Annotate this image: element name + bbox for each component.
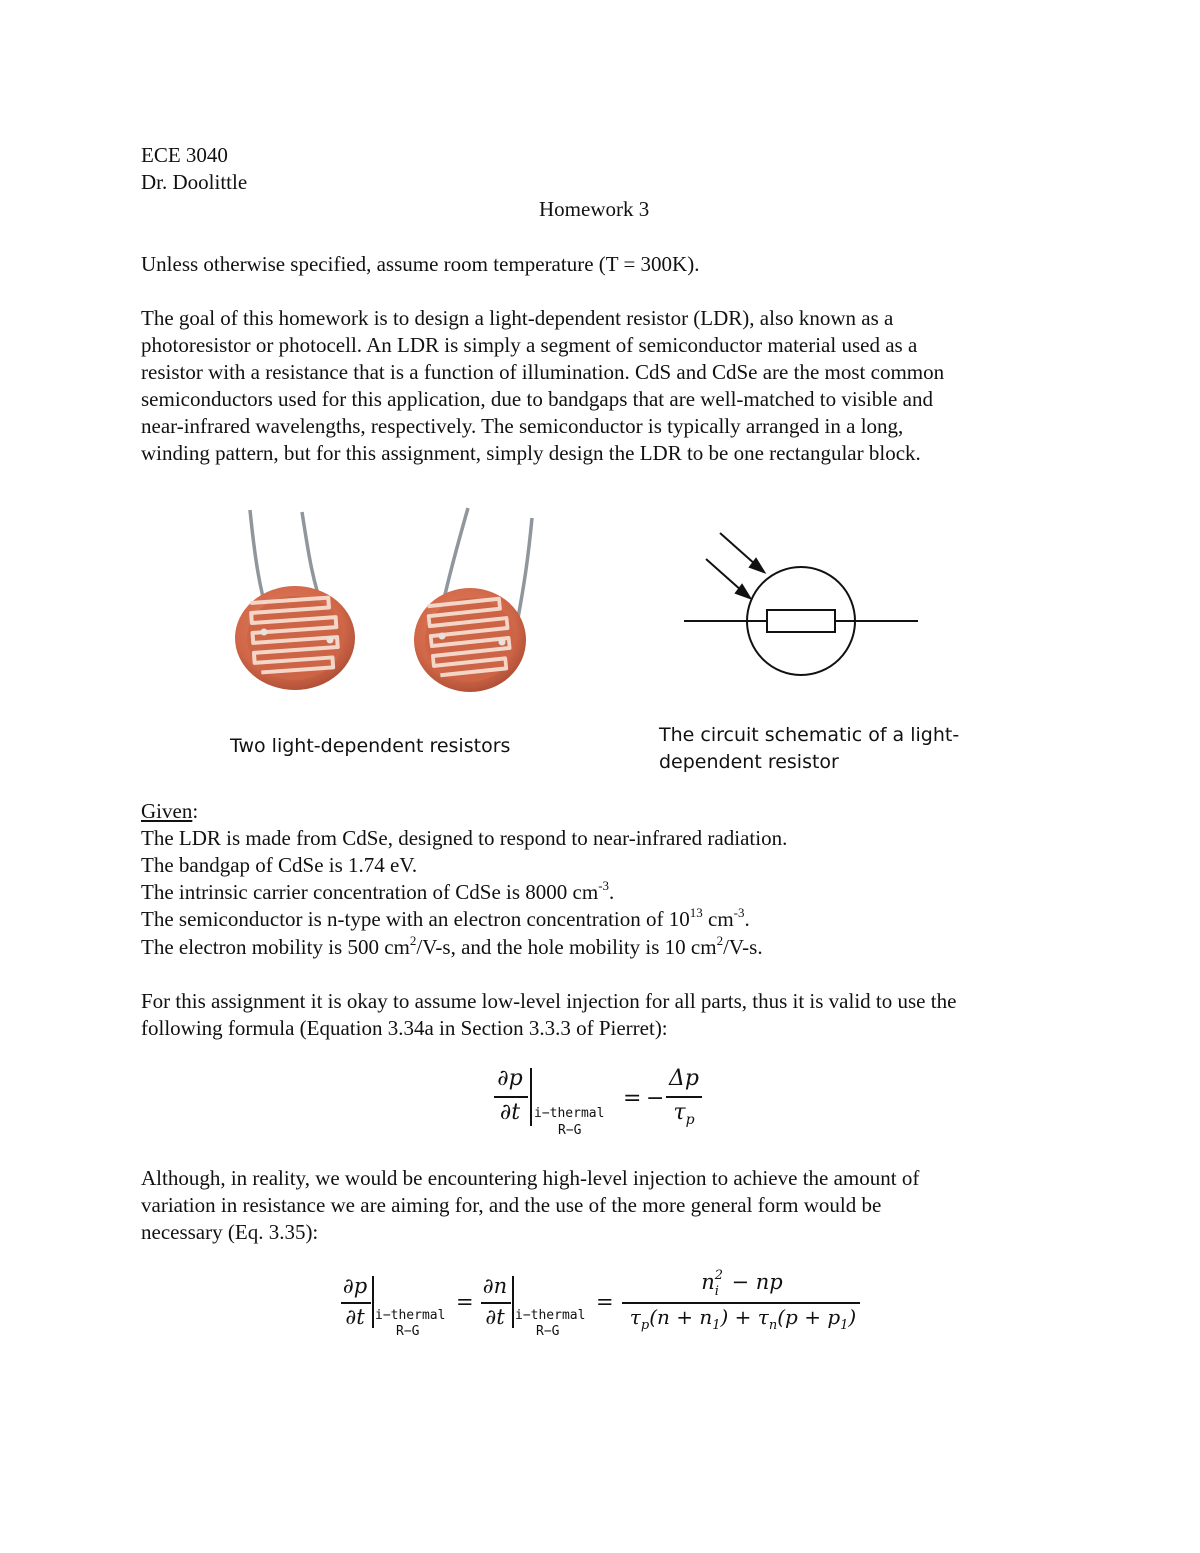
math-text: ) + τ xyxy=(720,1305,769,1329)
math-text: (p + p xyxy=(777,1305,841,1329)
eq2-bar2 xyxy=(481,1302,511,1304)
light-arrows-icon xyxy=(706,533,764,598)
superscript: -3 xyxy=(733,905,745,920)
eq2-sub1: i−thermal xyxy=(375,1308,446,1323)
n: n xyxy=(701,1270,715,1294)
photo-caption: Two light-dependent resistors xyxy=(230,735,511,757)
eq1-denominator: ∂t xyxy=(499,1100,521,1125)
math-text: (n + n xyxy=(649,1305,713,1329)
text: . xyxy=(744,907,750,931)
ldr-photo xyxy=(220,500,550,710)
text: cm xyxy=(702,907,734,931)
given-material: The LDR is made from CdSe, designed to respond to near-infrared radiation. xyxy=(141,826,788,850)
math-text: τ xyxy=(629,1305,641,1329)
equation-general-form xyxy=(338,1270,878,1350)
eq2-right-bar xyxy=(622,1302,860,1304)
eq2-num2: ∂n xyxy=(482,1274,508,1298)
eq2-bar1 xyxy=(341,1302,371,1304)
given-heading-text: Given xyxy=(141,799,193,823)
superscript: 2 xyxy=(716,933,724,948)
equation-low-level-injection xyxy=(490,1062,710,1142)
eq2-eval-bar1 xyxy=(372,1276,374,1328)
intro-line: photoresistor or photocell. An LDR is simply a segment of semiconductor material used as a xyxy=(141,333,918,357)
given-bandgap: The bandgap of CdSe is 1.74 eV. xyxy=(141,853,418,877)
eq1-equals: = xyxy=(623,1086,642,1111)
eq1-right-denominator xyxy=(664,1100,704,1128)
eq2-right-numerator xyxy=(622,1268,862,1299)
given-intrinsic-concentration xyxy=(141,879,614,906)
eq1-subscript: i−thermal xyxy=(534,1106,605,1121)
intro-line: The goal of this homework is to design a light-dependent resistor (LDR), also known as a xyxy=(141,306,894,330)
math-text: ) xyxy=(848,1305,857,1329)
math-subscript: 1 xyxy=(712,1318,721,1333)
eq2-eval-bar2 xyxy=(512,1276,514,1328)
text: The electron mobility is 500 cm xyxy=(141,935,410,959)
intro-line: resistor with a resistance that is a function of illumination. CdS and CdSe are the most common xyxy=(141,360,945,384)
eq1-right-fraction-bar xyxy=(666,1096,702,1098)
eq1-subscript-rg: R−G xyxy=(558,1123,582,1138)
ldr-right xyxy=(414,508,532,692)
text: The intrinsic carrier concentration of CdSe is 8000 cm xyxy=(141,880,599,904)
superscript: 2 xyxy=(409,933,417,948)
ldr-schematic xyxy=(680,525,925,705)
eq2-sub1-rg: R−G xyxy=(396,1324,420,1339)
eq1-numerator: ∂p xyxy=(497,1066,523,1091)
math-subscript: p xyxy=(640,1318,650,1333)
eq2-equals2: = xyxy=(596,1290,614,1314)
superscript: 13 xyxy=(689,905,703,920)
temperature-assumption: Unless otherwise specified, assume room temperature (T = 300K). xyxy=(141,252,700,276)
intro-line: near-infrared wavelengths, respectively. The semiconductor is typically arranged in a long, xyxy=(141,414,904,438)
given-electron-concentration xyxy=(141,906,750,933)
intro-line: winding pattern, but for this assignment, simply design the LDR to be one rectangular block. xyxy=(141,441,921,465)
text: The semiconductor is n-type with an electron concentration of 10 xyxy=(141,907,690,931)
eq2-sub2-rg: R−G xyxy=(536,1324,560,1339)
sup-2: 2 xyxy=(714,1268,724,1283)
superscript: -3 xyxy=(598,878,610,893)
given-mobility xyxy=(141,934,763,961)
sub-i: i xyxy=(714,1284,719,1299)
eq1-fraction-bar xyxy=(494,1096,528,1098)
assignment-line: Although, in reality, we would be encountering high-level injection to achieve the amount of xyxy=(141,1166,920,1190)
schematic-caption-line2: dependent resistor xyxy=(659,751,839,773)
eq1-eval-bar xyxy=(530,1068,532,1126)
eq1-right-numerator: Δp xyxy=(669,1066,699,1091)
course-number: ECE 3040 xyxy=(141,143,228,167)
resistor-symbol xyxy=(767,610,835,632)
eq1-minus: − xyxy=(646,1086,665,1111)
minus-np: − np xyxy=(724,1270,783,1294)
eq2-den1: ∂t xyxy=(345,1305,365,1329)
given-colon: : xyxy=(192,799,199,823)
text: /V-s, and the hole mobility is 10 cm xyxy=(416,935,717,959)
eq2-den2: ∂t xyxy=(485,1305,505,1329)
math-subscript: 1 xyxy=(840,1318,849,1333)
eq2-right-denominator xyxy=(618,1305,868,1333)
assignment-line: following formula (Equation 3.34a in Section 3.3.3 of Pierret): xyxy=(141,1016,668,1040)
eq2-num1: ∂p xyxy=(342,1274,368,1298)
assignment-line: necessary (Eq. 3.35): xyxy=(141,1220,319,1244)
ldr-left xyxy=(235,510,355,690)
document-title: Homework 3 xyxy=(539,197,650,221)
assignment-line: variation in resistance we are aiming for, and the use of the more general form would be xyxy=(141,1193,882,1217)
tau-subscript: p xyxy=(685,1112,695,1128)
schematic-caption-line1: The circuit schematic of a light- xyxy=(659,724,960,746)
assignment-line: For this assignment it is okay to assume low-level injection for all parts, thus it is valid to use the xyxy=(141,989,957,1013)
text: . xyxy=(609,880,615,904)
tau: τ xyxy=(673,1100,686,1125)
given-heading xyxy=(141,798,198,825)
math-subscript: n xyxy=(768,1318,778,1333)
text: /V-s. xyxy=(723,935,763,959)
intro-line: semiconductors used for this application, due to bandgaps that are well-matched to visible and xyxy=(141,387,933,411)
instructor-name: Dr. Doolittle xyxy=(141,170,248,194)
eq2-sub2: i−thermal xyxy=(515,1308,586,1323)
eq2-equals1: = xyxy=(456,1290,474,1314)
